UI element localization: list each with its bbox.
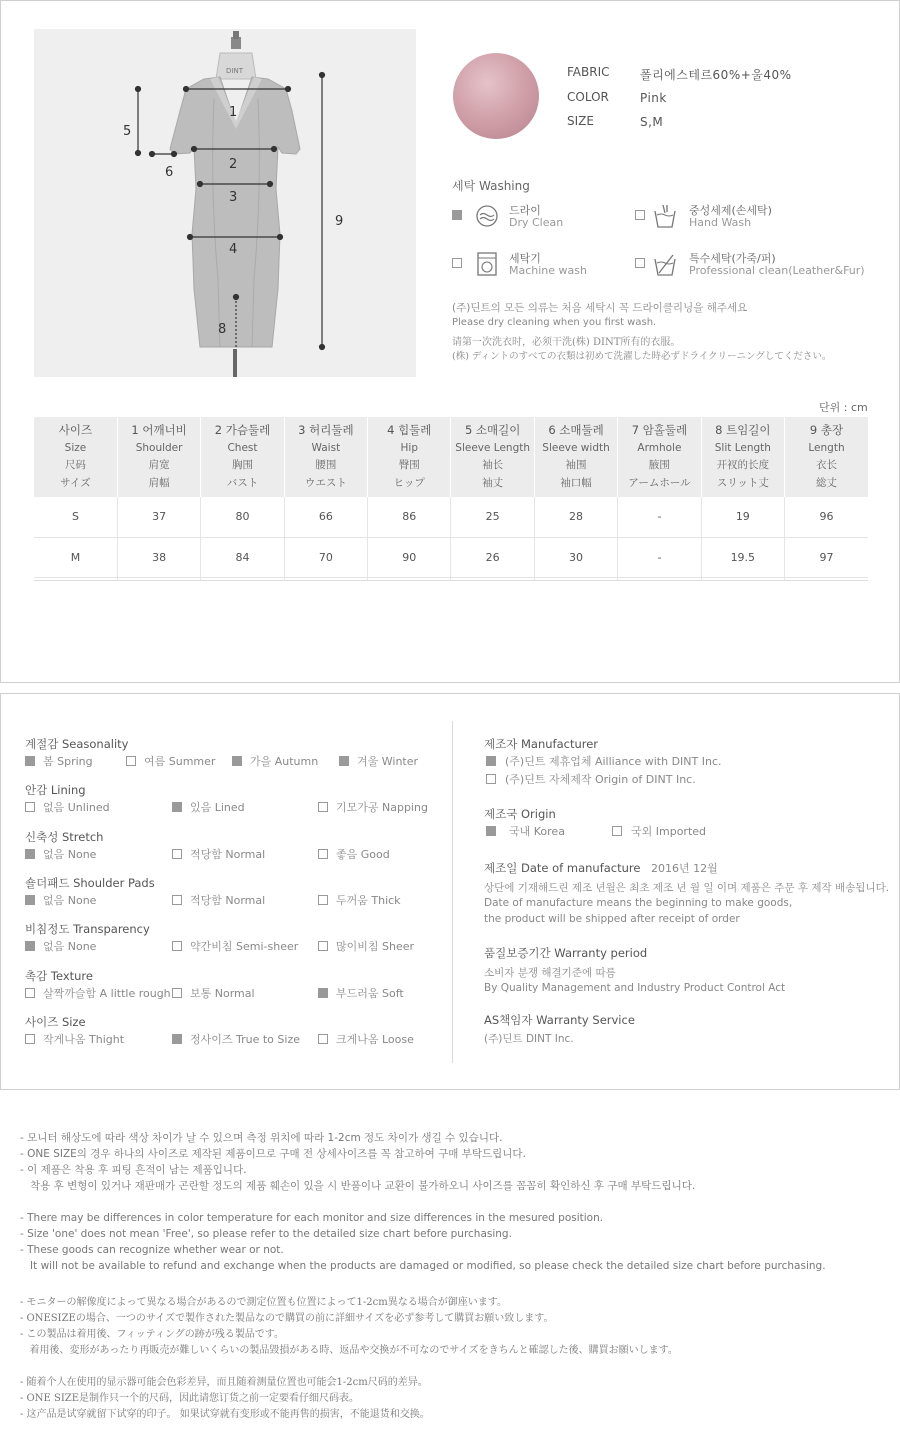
size-header-line: 8 트임길이 [715,423,771,437]
size-header-line: 袖丈 [482,476,504,489]
as-title: AS책임자 Warranty Service [484,1013,635,1027]
attribute-option-label: 약간비침 Semi-sheer [190,940,299,954]
mannequin-brand: DINT [226,67,243,75]
attribute-option-label: 여름 Summer [144,755,216,768]
dry-clean-en: Dry Clean [509,216,564,229]
attribute-checkbox [232,756,242,766]
note-ko-3: - 이 제품은 착용 후 피팅 흔적이 남는 제품입니다. [20,1164,247,1176]
machine-wash-icon [475,251,499,277]
attribute-checkbox [172,941,182,951]
wash-note-jp: (株) ディントのすべての衣類は初めて洗濯した時必ずドライクリーニングしてください。 [452,351,832,362]
machine-wash-ko: 세탁기 [509,252,541,265]
size-header-line: 袖口幅 [560,476,592,489]
date-value: 2016년 12월 [651,862,718,875]
size-header-line: 肩宽 [148,459,170,471]
size-cell: 97 [785,537,868,577]
table-bottom-border [34,577,868,580]
spacer-cell [284,577,367,580]
size-header-line: 5 소매길이 [464,423,521,437]
product-info-panel [0,693,900,1090]
origin-imported-label: 국외 Imported [631,825,707,838]
size-cell: 38 [117,537,200,577]
note-cn-2: - ONE SIZE是制作只一个的尺码，因此请您订货之前一定要看仔细尺码表。 [20,1393,360,1404]
manufacturer-alliance-checkbox [486,756,496,766]
size-header-line: Slit Length [714,441,771,454]
hand-wash-icon [653,203,677,229]
attribute-checkbox [25,941,35,951]
size-header-line: 7 암홀둘레 [631,423,688,437]
size-header-line: Waist [311,441,341,454]
size-header-line: Shoulder [135,441,183,454]
marker-5: 5 [123,124,132,139]
size-cell: 80 [201,497,284,537]
date-note-3: the product will be shipped after receipt of order [484,913,740,925]
size-header-line: Hip [400,441,418,454]
attribute-checkbox [318,895,328,905]
size-header-line: 사이즈 [58,423,93,437]
dry-clean-icon [475,203,499,229]
marker-2: 2 [229,157,238,172]
size-header-line: Chest [227,441,258,454]
size-header-line: 肩幅 [148,476,170,489]
spacer-cell [201,577,284,580]
attribute-checkbox [126,756,136,766]
dress-illustration [34,29,416,377]
size-cell: 26 [451,537,534,577]
marker-6: 6 [165,165,174,180]
origin-korea-checkbox [486,826,496,836]
note-en-4: It will not be available to refund and exchange when the products are damaged or modified, so please check the detailed size chart before purchasing. [20,1260,826,1272]
warranty-title: 품질보증기간 Warranty period [484,946,648,960]
note-cn-1: - 随着个人在使用的显示器可能会色彩差异，而且随着测量位置也可能会1-2cm尺码的差异。 [20,1377,428,1388]
size-cell: - [618,537,701,577]
size-cell: 66 [284,497,367,537]
size-header-line: 袖围 [565,459,587,471]
size-header-0 [34,417,117,497]
fabric-value: 폴리에스테르60%+울40% [640,68,792,82]
size-header-7 [618,417,701,497]
dress-measurement-figure [34,29,416,377]
spacer-cell [701,577,784,580]
size-header-line: Length [808,441,845,454]
wash-note-cn: 请第一次洗衣时，必须干洗(株) DINT所有的衣服。 [452,337,681,348]
size-header-6 [534,417,617,497]
size-label: SIZE [567,114,594,128]
size-header-line: 尺码 [64,459,86,471]
size-header-2 [201,417,284,497]
size-cell: 25 [451,497,534,537]
attribute-option-label: 없음 Unlined [43,801,110,815]
attribute-title: 계절감 Seasonality [25,737,129,751]
size-header-3 [284,417,367,497]
attribute-option-label: 기모가공 Napping [336,801,428,815]
manufacturer-origin-checkbox [486,774,496,784]
size-header-line: ウエスト [304,476,347,489]
attribute-option-label: 적당함 Normal [190,847,266,861]
origin-imported-checkbox [612,826,622,836]
warranty-note-2: By Quality Management and Industry Product Control Act [484,982,786,994]
date-note-2: Date of manufacture means the beginning to make goods, [484,897,793,909]
size-header-line: Sleeve width [542,441,610,454]
size-cell: M [34,537,117,577]
attribute-option-label: 봄 Spring [43,755,93,768]
attribute-checkbox [318,802,328,812]
date-note-1: 상단에 기재해드린 제조 년월은 최초 제조 년 월 일 이며 제품은 주문 후 제작 배송됩니다. [484,882,890,894]
size-cell: - [618,497,701,537]
origin-korea-label: 국내 Korea [509,825,565,838]
size-header-line: 4 힙둘레 [387,423,432,437]
attribute-option-label: 가을 Autumn [250,755,319,768]
size-header-line: 腋围 [648,459,670,471]
size-header-line: 衣长 [816,459,837,471]
note-jp-2: - ONESIZEの場合、一つのサイズで製作された製品なので購買の前に詳細サイズを必ず参考して購買お願い致します。 [20,1313,554,1324]
professional-clean-en: Professional clean(Leather&Fur) [689,264,865,277]
size-cell: 28 [534,497,617,537]
spacer-cell [618,577,701,580]
size-header-line: 开衩的长度 [716,459,770,471]
note-jp-4: 着用後、変形があったり再販売が難しいくらいの製品毀損がある時、返品や交換が不可なのでサイズをきちんと確認した後、購買お願いします。 [20,1345,678,1356]
size-table-body [34,497,868,580]
size-header-9 [785,417,868,497]
size-cell: 84 [201,537,284,577]
attribute-checkbox [172,849,182,859]
size-value: S,M [640,115,664,129]
attribute-checkbox [25,802,35,812]
product-detail-panel [0,0,900,683]
manufacturer-origin-label: (주)딘트 자체제작 Origin of DINT Inc. [505,773,696,786]
attribute-checkbox [339,756,349,766]
size-cell: 70 [284,537,367,577]
note-en-3: - These goods can recognize whether wear or not. [20,1244,284,1256]
attribute-checkbox [172,1034,182,1044]
attribute-checkbox [25,895,35,905]
size-header-line: 総丈 [816,476,837,489]
attribute-option-label: 보통 Normal [190,986,255,1000]
color-value: Pink [640,91,667,105]
size-header-line: アームホール [628,476,691,489]
attribute-option-label: 살짝까슬함 A little rough [43,986,171,1000]
note-ko-1: - 모니터 해상도에 따라 색상 차이가 날 수 있으며 측정 위치에 따라 1-2cm 정도 차이가 생길 수 있습니다. [20,1132,503,1144]
size-cell: S [34,497,117,537]
color-label: COLOR [567,90,609,104]
size-header-line: 2 가슴둘레 [214,423,271,437]
spacer-cell [34,577,117,580]
spacer-cell [534,577,617,580]
attribute-option-label: 좋음 Good [336,847,390,861]
attribute-title: 촉감 Texture [25,968,93,983]
dry-clean-checkbox [452,210,462,220]
size-header-1 [117,417,200,497]
spacer-cell [451,577,534,580]
washing-title: 세탁 Washing [452,179,530,193]
size-header-line: 6 소매둘레 [548,423,604,437]
attribute-checkbox [318,1034,328,1044]
attribute-option-label: 부드러움 Soft [336,986,404,1000]
size-header-line: 胸围 [231,459,253,471]
column-divider [452,721,453,1063]
size-cell: 90 [368,537,451,577]
marker-1: 1 [229,105,238,120]
size-header-line: 9 총장 [809,423,844,437]
attribute-title: 신축성 Stretch [25,829,104,844]
professional-clean-checkbox [635,258,645,268]
professional-clean-icon [653,251,677,277]
size-header-line: 3 허리둘레 [298,423,354,437]
size-table [34,417,868,581]
size-header-line: 1 어깨너비 [131,423,187,437]
attribute-checkbox [25,1034,35,1044]
unit-label: 단위 : cm [819,401,868,414]
attribute-title: 숄더패드 Shoulder Pads [25,875,155,890]
note-en-2: - Size 'one' does not mean 'Free', so please refer to the detailed size chart before purchasing. [20,1228,512,1240]
size-header-8 [701,417,784,497]
size-header-line: スリット丈 [716,476,769,489]
size-cell: 96 [785,497,868,537]
machine-wash-en: Machine wash [509,264,587,277]
attribute-option-label: 작게나옴 Thight [43,1032,125,1046]
size-cell: 19.5 [701,537,784,577]
attribute-option-label: 없음 None [43,940,97,954]
note-ko-2: - ONE SIZE의 경우 하나의 사이즈로 제작된 제품이므로 구매 전 상세사이즈를 꼭 참고하여 구매 부탁드립니다. [20,1148,526,1160]
professional-clean-ko: 특수세탁(가죽/퍼) [689,252,776,265]
size-header-line: Size [64,441,87,454]
note-jp-3: - この製品は着用後、フィッティングの跡が残る製品です。 [20,1329,284,1340]
size-cell: 37 [117,497,200,537]
attribute-checkbox [25,988,35,998]
fabric-swatch [453,53,539,139]
marker-8: 8 [218,322,227,337]
attribute-title: 안감 Lining [25,783,86,798]
size-header-line: Sleeve Length [455,441,531,454]
spacer-cell [785,577,868,580]
attribute-option-label: 있음 Lined [190,801,245,815]
wash-note-en: Please dry cleaning when you first wash. [452,317,657,328]
attribute-option-label: 크게나옴 Loose [336,1032,414,1046]
size-header-line: 腰围 [315,459,337,471]
size-header-line: Armhole [637,441,682,454]
note-ko-4: 착용 후 변형이 있거나 재판매가 곤란할 정도의 제품 훼손이 있을 시 반품이나 교환이 불가하오니 사이즈를 꼼꼼히 확인하신 후 구매 부탁드립니다. [20,1180,696,1192]
marker-9: 9 [335,214,344,229]
attribute-checkbox [172,988,182,998]
attribute-checkbox [318,988,328,998]
origin-title: 제조국 Origin [484,807,556,821]
size-header-5 [451,417,534,497]
size-header-line: 臀围 [398,459,420,471]
attribute-option-label: 없음 None [43,847,97,861]
attribute-checkbox [318,941,328,951]
hand-wash-checkbox [635,210,645,220]
attribute-option-label: 적당함 Normal [190,893,266,907]
attribute-option-label: 겨울 Winter [357,755,419,768]
size-header-line: 袖长 [482,459,504,471]
marker-3: 3 [229,190,238,205]
attribute-checkbox [318,849,328,859]
size-cell: 30 [534,537,617,577]
table-row [34,537,868,577]
note-en-1: - There may be differences in color temperature for each monitor and size differences in the mesured position. [20,1212,604,1224]
size-header-line: ヒップ [393,476,425,489]
attribute-checkbox [25,756,35,766]
size-cell: 86 [368,497,451,537]
attribute-option-label: 많이비침 Sheer [336,940,415,954]
size-cell: 19 [701,497,784,537]
attribute-option-label: 두꺼움 Thick [336,893,401,907]
machine-wash-checkbox [452,258,462,268]
size-header-line: サイズ [60,476,91,489]
warranty-note-1: 소비자 분쟁 해결기준에 따름 [484,967,616,979]
size-header-4 [368,417,451,497]
attribute-title: 비침정도 Transparency [25,922,150,937]
table-row [34,497,868,537]
as-value: (주)딘트 DINT Inc. [484,1033,574,1045]
marker-4: 4 [229,242,238,257]
spacer-cell [117,577,200,580]
size-header-line: バスト [226,476,259,489]
attribute-title: 사이즈 Size [25,1014,86,1029]
attribute-checkbox [172,895,182,905]
dry-clean-ko: 드라이 [509,204,541,217]
wash-note-ko: (주)딘트의 모든 의류는 처음 세탁시 꼭 드라이클리닝을 해주세요 [452,302,748,314]
attribute-checkbox [25,849,35,859]
hand-wash-en: Hand Wash [689,216,752,229]
attribute-option-label: 정사이즈 True to Size [190,1032,300,1046]
spacer-cell [368,577,451,580]
attribute-option-label: 없음 None [43,893,97,907]
note-cn-3: - 这产品是试穿就留下试穿的印子。 如果试穿就有变形或不能再售的损害，不能退货和交换。 [20,1409,430,1420]
size-table-header [34,417,868,497]
manufacturer-alliance-label: (주)딘트 제휴업체 Ailliance with DINT Inc. [505,755,722,768]
attribute-checkbox [172,802,182,812]
note-jp-1: - モニターの解像度によって異なる場合があるので測定位置も位置によって1-2cm異なる場合が御座います。 [20,1297,507,1308]
fabric-label: FABRIC [567,65,610,79]
hand-wash-ko: 중성세제(손세탁) [689,204,772,217]
date-title: 제조일 Date of manufacture [484,861,641,875]
manufacturer-title: 제조자 Manufacturer [484,737,599,751]
